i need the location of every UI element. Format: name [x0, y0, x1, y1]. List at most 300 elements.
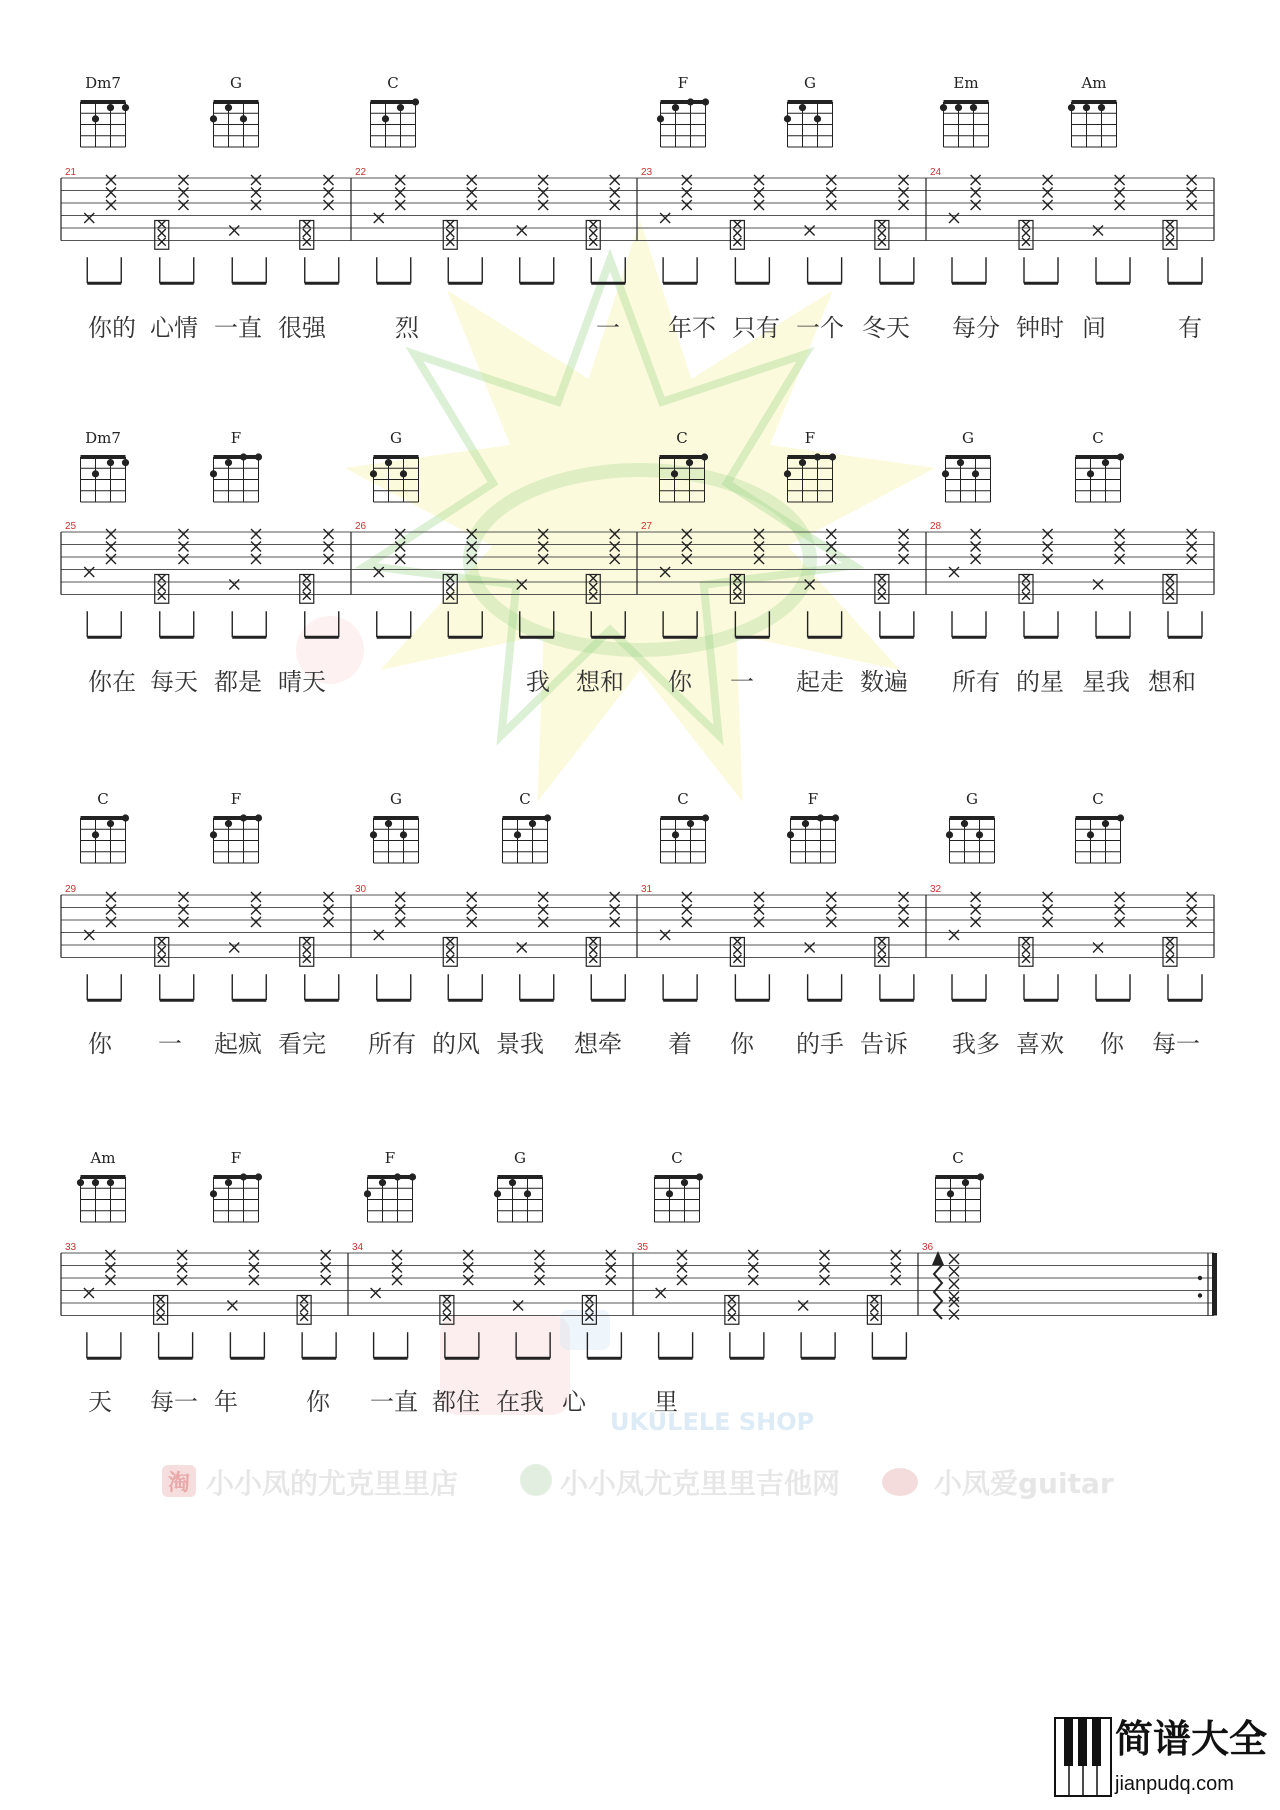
tab-x-bass [660, 213, 670, 223]
chord-finger-dot [240, 1173, 247, 1180]
shop-name-text: 小小凤的尤克里里店 [206, 1467, 459, 1500]
tab-x-note [677, 1275, 687, 1285]
measure-number: 33 [65, 1242, 77, 1253]
lyric-word: 钟时 [1016, 314, 1064, 342]
chord-finger-dot [364, 1190, 371, 1197]
tab-x-note [748, 1275, 758, 1285]
tab-x-bass [229, 580, 239, 590]
tab-x-note [324, 175, 334, 185]
tab-x-muted [443, 1304, 451, 1312]
lyric-word: 的手 [796, 1030, 844, 1058]
tab-measure [922, 1242, 959, 1320]
tab-x-bass [949, 930, 959, 940]
tab-x-note [826, 188, 836, 198]
lyric-word: 一 [596, 314, 620, 342]
chord-name-label: F [384, 1149, 396, 1167]
tab-x-note [1115, 200, 1125, 210]
tab-x-note [179, 542, 189, 552]
lyric-word: 你 [1100, 1030, 1124, 1058]
tab-x-note [106, 175, 116, 185]
chord-name-label: G [230, 74, 242, 92]
site-logo-name: 简谱大全 [1115, 1717, 1268, 1761]
tab-x-note [251, 175, 261, 185]
tab-x-note [682, 200, 692, 210]
lyric-word: 晴天 [278, 668, 326, 696]
tab-x-muted [300, 1313, 308, 1321]
tab-x-bass [949, 213, 959, 223]
lyric-word: 想和 [1148, 668, 1196, 696]
measure-number: 30 [355, 884, 367, 895]
tab-x-muted [157, 1313, 165, 1321]
piano-black-key [1064, 1718, 1073, 1766]
lyric-word: 一 [158, 1030, 182, 1058]
chord-finger-dot [92, 115, 99, 122]
chord-finger-dot [514, 831, 521, 838]
tab-x-note [826, 905, 836, 915]
tab-x-note [467, 175, 477, 185]
chord-name-label: G [962, 429, 974, 447]
lyric-word: 着 [668, 1030, 692, 1058]
tab-x-note [535, 1263, 545, 1273]
tab-x-note [1043, 554, 1053, 564]
chord-finger-dot [529, 820, 536, 827]
chord-finger-dot [255, 453, 262, 460]
tab-x-note [899, 905, 909, 915]
tab-x-note [1115, 892, 1125, 902]
chord-name-label: F [677, 74, 689, 92]
chord-name-label: F [807, 790, 819, 808]
tab-x-muted [158, 238, 166, 246]
tab-x-note [1187, 542, 1197, 552]
chord-finger-dot [412, 98, 419, 105]
chord-finger-dot [940, 104, 947, 111]
tab-x-note [1115, 175, 1125, 185]
lyric-word: 一个 [796, 314, 844, 342]
tab-x-note [682, 175, 692, 185]
tab-x-muted [1166, 238, 1174, 246]
measure-number: 29 [65, 884, 77, 895]
tab-x-muted [1022, 220, 1030, 228]
tab-x-muted [158, 220, 166, 228]
tab-x-muted [878, 229, 886, 237]
chord-name-label: F [804, 429, 816, 447]
lyric-word: 烈 [395, 314, 419, 342]
chord-diagram [942, 457, 991, 502]
tab-x-note [754, 200, 764, 210]
measure-number: 26 [355, 521, 367, 532]
chord-finger-dot [832, 814, 839, 821]
tab-x-muted [158, 583, 166, 591]
lyric-word: 你 [730, 1030, 754, 1058]
chord-diagram [81, 457, 130, 502]
tab-x-muted [878, 592, 886, 600]
tab-x-note [1043, 892, 1053, 902]
measure-number: 22 [355, 167, 367, 178]
tab-x-note [826, 892, 836, 902]
chord-name-label: G [966, 790, 978, 808]
tab-x-muted [1022, 946, 1030, 954]
chord-finger-dot [107, 820, 114, 827]
tab-x-note [106, 554, 116, 564]
tab-x-muted [303, 229, 311, 237]
lyric-word: 你在 [88, 668, 136, 696]
chord-diagram [503, 814, 552, 863]
tab-x-muted [878, 220, 886, 228]
tab-x-note [467, 188, 477, 198]
tab-x-note [395, 200, 405, 210]
tab-x-note [754, 175, 764, 185]
chord-finger-dot [524, 1190, 531, 1197]
tab-x-muted [158, 574, 166, 582]
chord-name-label: G [514, 1149, 526, 1167]
measure-number: 27 [641, 521, 653, 532]
tab-x-note [105, 1263, 115, 1273]
tab-x-note [1187, 188, 1197, 198]
measure-number: 32 [930, 884, 942, 895]
tab-measure [355, 167, 625, 283]
chord-finger-dot [107, 1179, 114, 1186]
tab-x-note [467, 905, 477, 915]
lyrics-line [88, 1388, 678, 1416]
lyric-word: 一直 [370, 1388, 418, 1416]
chord-finger-dot [696, 1173, 703, 1180]
tab-x-note [106, 529, 116, 539]
tab-measure [637, 1242, 906, 1358]
tab-x-note [1187, 905, 1197, 915]
chord-finger-dot [77, 1179, 84, 1186]
tab-x-muted [1022, 574, 1030, 582]
piano-keys-icon [1055, 1718, 1111, 1796]
tab-measure [930, 521, 1202, 637]
tab-x-note [1115, 554, 1125, 564]
tab-measure [930, 167, 1202, 283]
tab-x-note [535, 1250, 545, 1260]
tab-x-note [971, 188, 981, 198]
tab-x-note [106, 917, 116, 927]
tab-x-note [105, 1275, 115, 1285]
chord-finger-dot [1087, 470, 1094, 477]
tab-x-muted [446, 955, 454, 963]
chord-name-label: C [671, 1149, 683, 1167]
tab-x-note [395, 188, 405, 198]
tab-x-note [826, 529, 836, 539]
tab-x-note [463, 1275, 473, 1285]
chord-finger-dot [787, 831, 794, 838]
chord-name-label: Em [953, 74, 979, 92]
tab-x-note [324, 529, 334, 539]
chord-finger-dot [122, 459, 129, 466]
tab-x-bass [84, 567, 94, 577]
tab-x-note [392, 1263, 402, 1273]
tab-x-note [251, 905, 261, 915]
tab-x-muted [446, 937, 454, 945]
tab-measure [641, 884, 914, 1000]
chord-name-label: Dm7 [85, 74, 121, 92]
chord-name-label: C [952, 1149, 964, 1167]
chord-name-label: C [676, 429, 688, 447]
tab-x-note [467, 917, 477, 927]
site-logo [1055, 1717, 1267, 1796]
lyric-word: 一 [730, 668, 754, 696]
tab-x-bass [229, 943, 239, 953]
chord-diagram [1076, 814, 1125, 863]
tab-x-note [754, 917, 764, 927]
tab-x-note [971, 892, 981, 902]
lyric-word: 只有 [732, 314, 780, 342]
tab-measure [930, 884, 1202, 1000]
tab-x-muted [589, 946, 597, 954]
tab-x-note [395, 554, 405, 564]
chord-finger-dot [1117, 814, 1124, 821]
measure-number: 35 [637, 1242, 649, 1253]
weibo-icon [882, 1468, 918, 1496]
lyric-word: 想和 [576, 668, 624, 696]
tab-x-bass [517, 226, 527, 236]
chord-finger-dot [210, 831, 217, 838]
tab-x-muted [733, 220, 741, 228]
tab-x-note [971, 200, 981, 210]
chord-diagram [81, 102, 130, 147]
chord-name-label: G [390, 429, 402, 447]
measure-number: 24 [930, 167, 942, 178]
tab-x-note [949, 1310, 959, 1320]
chord-finger-dot [240, 453, 247, 460]
lyric-word: 喜欢 [1016, 1030, 1064, 1058]
chord-finger-dot [225, 1179, 232, 1186]
tab-x-note [949, 1279, 959, 1289]
chord-name-label: F [230, 1149, 242, 1167]
tab-x-note [105, 1250, 115, 1260]
chord-finger-dot [107, 459, 114, 466]
tab-x-note [463, 1263, 473, 1273]
tab-x-note [1043, 200, 1053, 210]
chord-finger-dot [382, 115, 389, 122]
tab-x-note [899, 542, 909, 552]
tab-x-muted [1166, 583, 1174, 591]
site-logo-url: jianpudq.com [1115, 1773, 1234, 1795]
final-bar-thick [1212, 1253, 1217, 1316]
tab-x-muted [1022, 592, 1030, 600]
chord-finger-dot [210, 1190, 217, 1197]
chord-finger-dot [976, 831, 983, 838]
chord-finger-dot [379, 1179, 386, 1186]
tab-x-bass [371, 1288, 381, 1298]
tab-x-note [971, 542, 981, 552]
lyric-word: 你 [88, 1030, 112, 1058]
tab-x-note [249, 1263, 259, 1273]
tab-x-muted [303, 583, 311, 591]
tab-x-muted [878, 238, 886, 246]
chord-diagram [1068, 102, 1117, 147]
tab-x-muted [870, 1295, 878, 1303]
chord-diagram [655, 1173, 704, 1222]
chord-finger-dot [657, 115, 664, 122]
tab-x-note [249, 1250, 259, 1260]
tab-x-note [538, 200, 548, 210]
measure-number: 36 [922, 1242, 934, 1253]
tab-x-muted [303, 592, 311, 600]
chord-diagram [370, 818, 419, 863]
chord-name-label: C [677, 790, 689, 808]
lyric-word: 的星 [1016, 668, 1064, 696]
chord-finger-dot [784, 470, 791, 477]
tab-x-muted [1022, 955, 1030, 963]
tab-x-note [826, 200, 836, 210]
tab-x-note [179, 529, 189, 539]
chord-name-label: C [519, 790, 531, 808]
tab-x-note [682, 905, 692, 915]
tab-x-note [610, 188, 620, 198]
tab-x-muted [589, 955, 597, 963]
tab-x-note [179, 905, 189, 915]
lyric-word: 星我 [1082, 668, 1130, 696]
tab-x-note [1187, 917, 1197, 927]
repeat-dot [1198, 1276, 1202, 1280]
lyric-word: 一直 [214, 314, 262, 342]
tab-x-muted [303, 220, 311, 228]
tab-x-note [748, 1263, 758, 1273]
lyric-word: 所有 [952, 668, 1000, 696]
chord-finger-dot [829, 453, 836, 460]
tab-x-note [754, 188, 764, 198]
tab-x-muted [303, 238, 311, 246]
chord-finger-dot [255, 814, 262, 821]
tab-x-note [179, 917, 189, 927]
chord-finger-dot [225, 104, 232, 111]
tab-x-muted [589, 220, 597, 228]
tab-x-note [324, 188, 334, 198]
taobao-glyph: 淘 [167, 1471, 191, 1496]
chord-finger-dot [385, 820, 392, 827]
chord-diagram [210, 102, 259, 147]
tab-x-muted [300, 1295, 308, 1303]
tab-x-note [251, 892, 261, 902]
tab-x-bass [1093, 580, 1103, 590]
chord-finger-dot [1087, 831, 1094, 838]
tab-x-note [395, 917, 405, 927]
chord-finger-dot [681, 1179, 688, 1186]
lyric-word: 每一 [1152, 1030, 1200, 1058]
tab-x-note [106, 905, 116, 915]
chord-finger-dot [672, 104, 679, 111]
tab-x-muted [878, 574, 886, 582]
lyric-word: 每分 [952, 314, 1000, 342]
tab-x-bass [1093, 943, 1103, 953]
tab-x-note [179, 175, 189, 185]
chord-finger-dot [961, 820, 968, 827]
chord-finger-dot [784, 115, 791, 122]
tab-x-note [899, 554, 909, 564]
tab-x-note [395, 905, 405, 915]
lyric-word: 所有 [368, 1030, 416, 1058]
chord-diagram [661, 814, 710, 863]
tab-x-note [610, 892, 620, 902]
lyric-word: 冬天 [862, 314, 910, 342]
lyric-word: 你 [668, 668, 692, 696]
tab-x-muted [303, 946, 311, 954]
lyric-word: 的风 [432, 1030, 480, 1058]
chord-finger-dot [122, 814, 129, 821]
tab-x-note [467, 892, 477, 902]
tab-x-note [395, 529, 405, 539]
tab-x-muted [1022, 583, 1030, 591]
tab-x-bass [1093, 226, 1103, 236]
tab-x-note [251, 542, 261, 552]
tab-x-note [682, 188, 692, 198]
tab-x-note [610, 200, 620, 210]
lyric-word: 每一 [150, 1388, 198, 1416]
tab-x-note [610, 917, 620, 927]
tab-x-note [538, 917, 548, 927]
tab-x-note [321, 1275, 331, 1285]
tab-measure [65, 1242, 336, 1358]
tab-x-muted [1166, 220, 1174, 228]
tab-x-note [949, 1254, 959, 1264]
tab-x-muted [446, 220, 454, 228]
tab-x-note [606, 1275, 616, 1285]
tab-measure [355, 884, 625, 1000]
chord-name-label: C [387, 74, 399, 92]
tab-x-note [324, 542, 334, 552]
tab-x-note [1115, 188, 1125, 198]
wechat-icon [520, 1464, 552, 1496]
chord-finger-dot [1102, 820, 1109, 827]
chord-finger-dot [92, 470, 99, 477]
lyric-word: 每天 [150, 668, 198, 696]
repeat-dot [1198, 1293, 1202, 1297]
chord-finger-dot [370, 470, 377, 477]
chord-finger-dot [666, 1190, 673, 1197]
chord-diagram [364, 1173, 416, 1222]
lyric-word: 告诉 [860, 1030, 908, 1058]
lyric-word: 天 [88, 1388, 112, 1416]
chord-name-label: C [1092, 790, 1104, 808]
chord-finger-dot [92, 831, 99, 838]
tab-x-note [606, 1250, 616, 1260]
tab-x-muted [1166, 592, 1174, 600]
tab-x-note [324, 554, 334, 564]
tab-x-note [899, 200, 909, 210]
tab-x-note [251, 188, 261, 198]
tab-x-muted [733, 955, 741, 963]
tab-x-muted [300, 1304, 308, 1312]
tab-x-bass [517, 943, 527, 953]
tab-x-note [251, 529, 261, 539]
tab-x-muted [303, 955, 311, 963]
tab-x-muted [733, 229, 741, 237]
tab-x-muted [728, 1295, 736, 1303]
chord-finger-dot [210, 115, 217, 122]
chord-finger-dot [817, 814, 824, 821]
tab-measure [65, 521, 339, 637]
chord-diagram [371, 98, 420, 147]
piano-black-key [1092, 1718, 1101, 1766]
tab-x-note [899, 529, 909, 539]
chord-finger-dot [802, 820, 809, 827]
tab-x-bass [229, 226, 239, 236]
lyric-word: 心 [562, 1388, 586, 1416]
tab-x-note [538, 905, 548, 915]
tab-x-note [324, 892, 334, 902]
tab-x-note [1115, 542, 1125, 552]
lyric-word: 我多 [952, 1030, 1000, 1058]
tab-x-note [754, 892, 764, 902]
tab-x-note [899, 188, 909, 198]
chord-finger-dot [122, 104, 129, 111]
tab-x-note [1043, 529, 1053, 539]
tab-x-note [682, 917, 692, 927]
tab-x-note [971, 905, 981, 915]
